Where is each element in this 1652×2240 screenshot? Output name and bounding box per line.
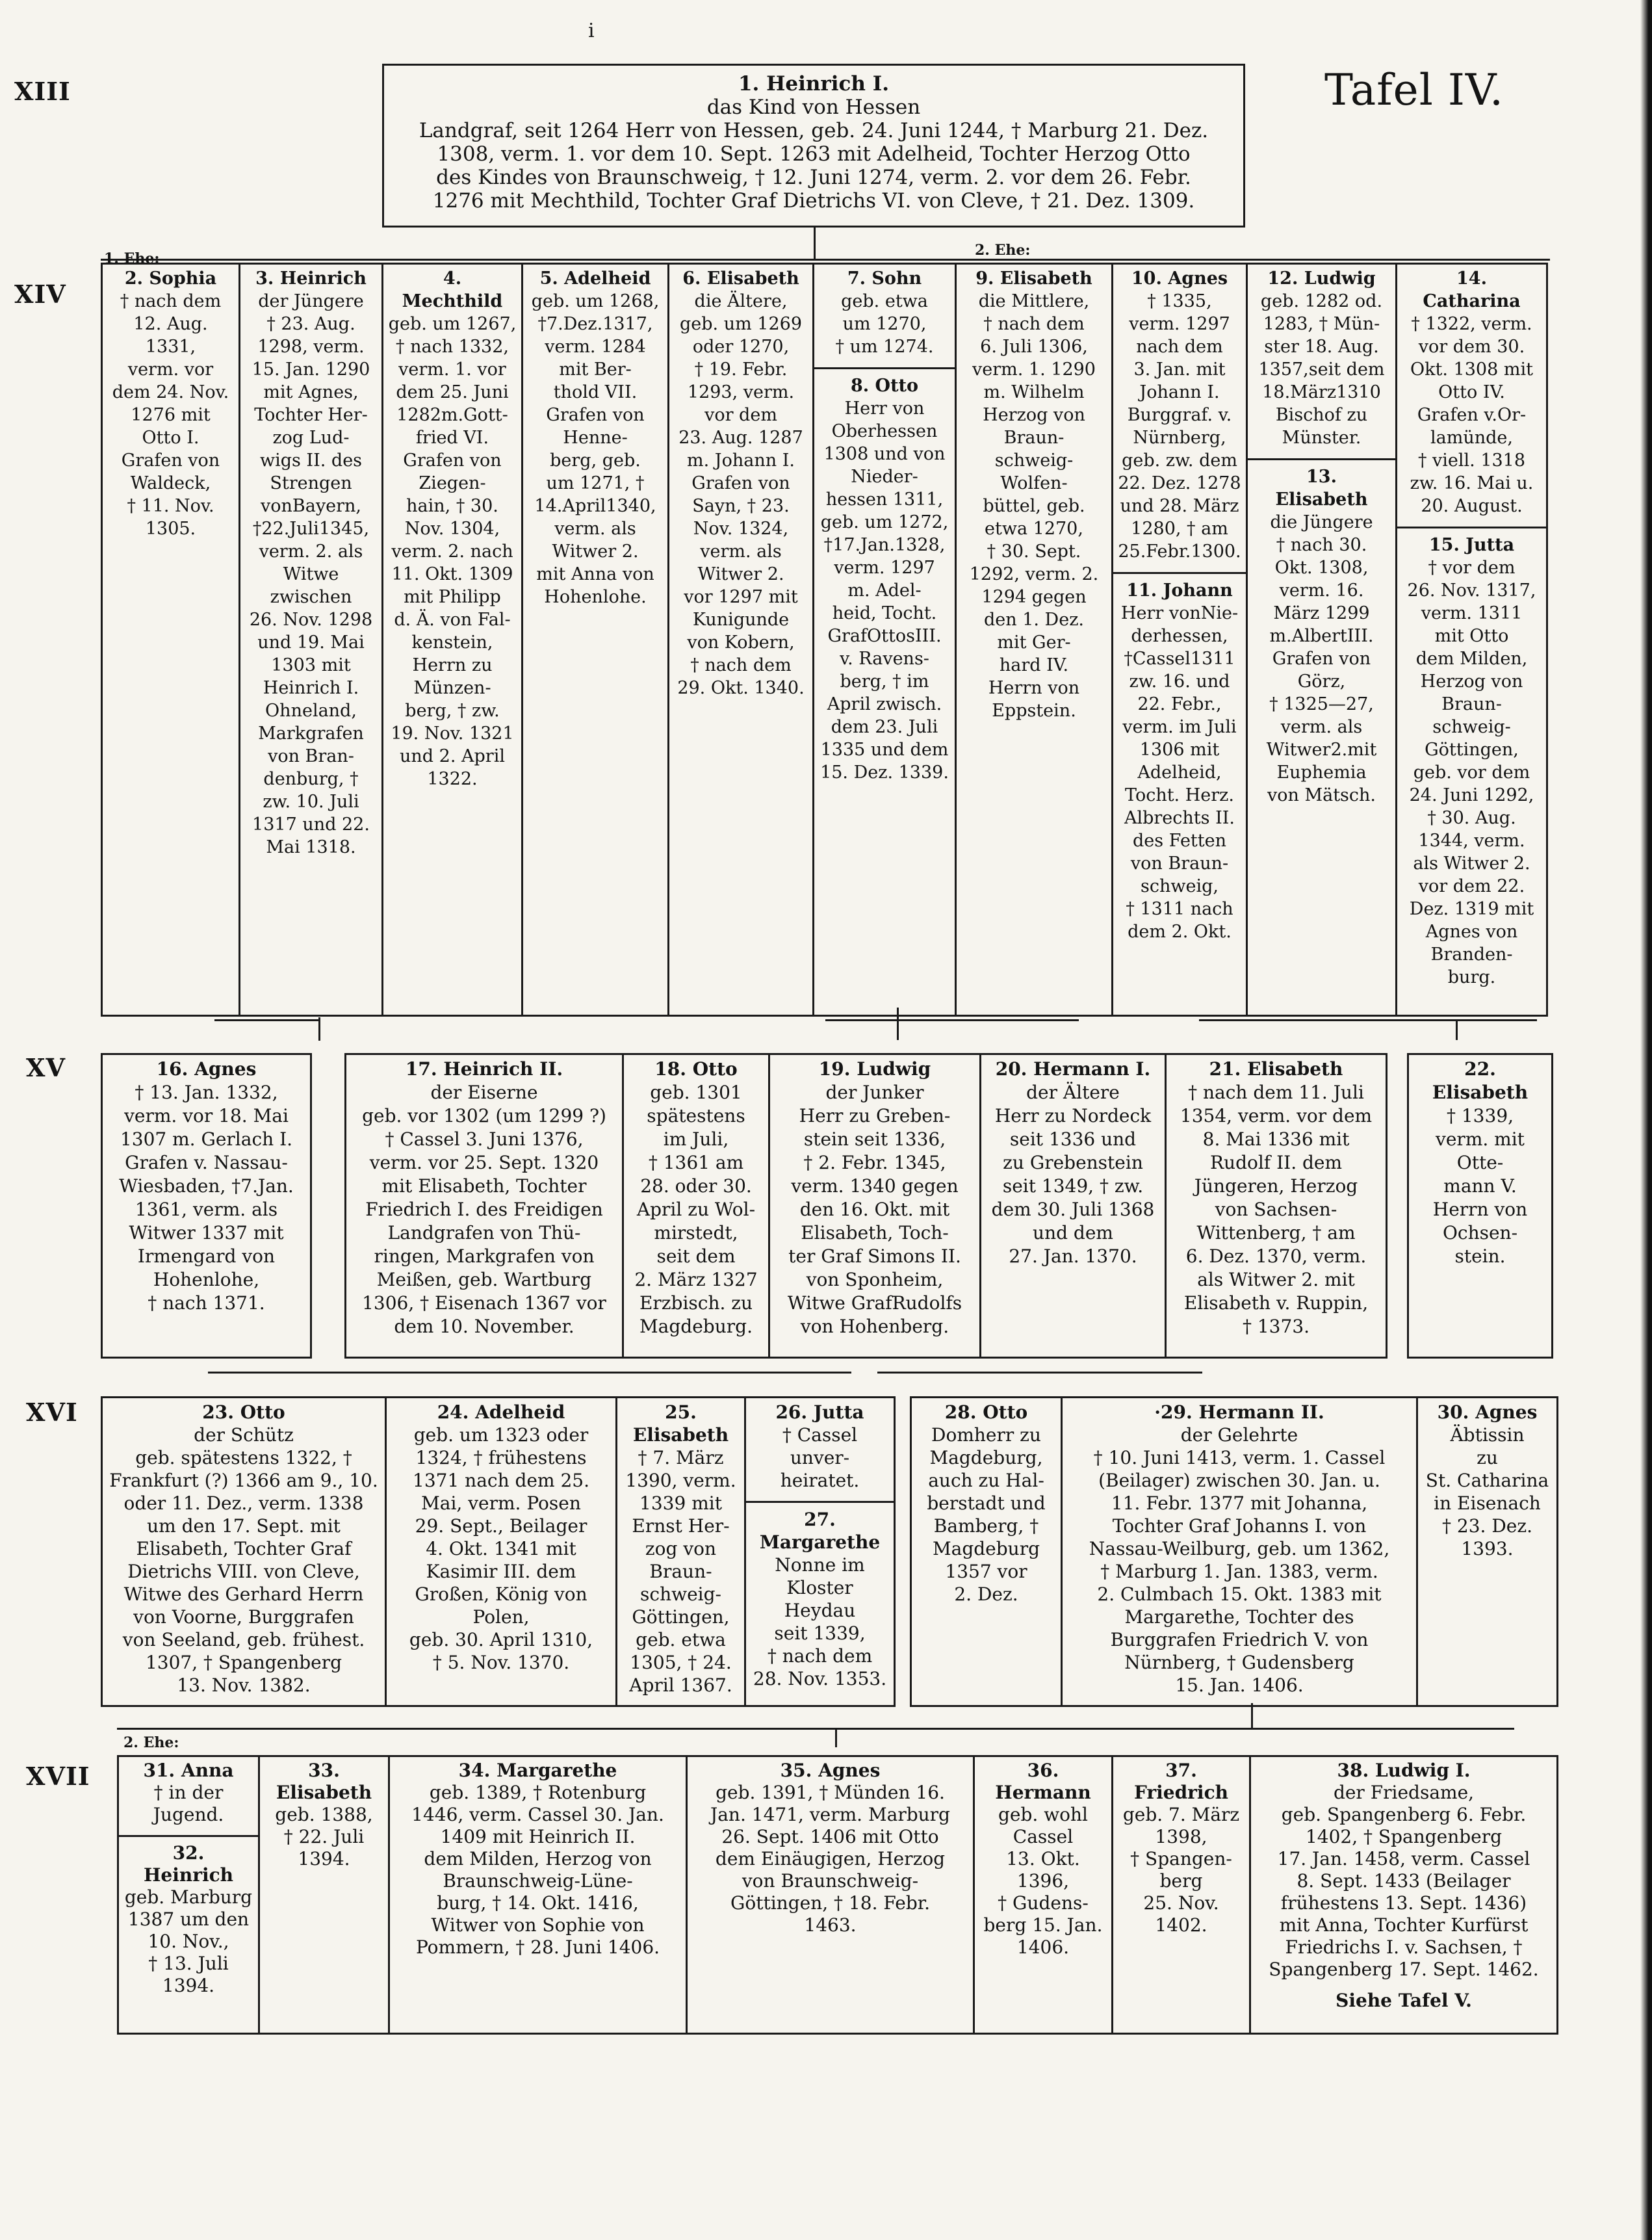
person-details: geb. 1388, † 22. Juli 1394. — [275, 1804, 373, 1869]
person-details: † 13. Jan. 1332, verm. vor 18. Mai 1307 m. Gerlach I. Grafen v. Nassau- Wiesbaden, †7.Jan. 1361, verm. als Witwer 1337 mit Irmengard von Hohenlohe, † nach 1371. — [119, 1082, 294, 1314]
person-details: † nach dem 11. Juli 1354, verm. vor dem 8. Mai 1336 mit Rudolf II. dem Jüngeren, Herzog von Sachsen- Wittenberg, † am 6. Dez. 1370, verm. als Witwer 2. mit Elisabeth v. Ruppin, † 1373. — [1180, 1082, 1373, 1337]
person-entry — [1066, 1401, 1412, 1697]
person-entry — [107, 1058, 306, 1315]
person-entry — [264, 1760, 384, 1870]
person-name: 25. Elisabeth — [632, 1401, 729, 1446]
person-entry — [107, 1401, 381, 1697]
person-entry — [916, 1401, 1057, 1606]
person-entry — [774, 1058, 975, 1338]
plate-title: Tafel IV. — [1324, 65, 1504, 115]
person-details: Herr von Oberhessen 1308 und von Nieder- hessen 1311, geb. um 1272, †17.Jan.1328, verm. 1297 m. Adel- heid, Tocht. GrafOttosIII. v. Ravens- berg, † im April zwisch. dem 23. Juli 1335 und dem 15. Dez. 1339. — [820, 398, 949, 783]
page-edge-shadow — [1640, 0, 1652, 2240]
person-entry — [814, 367, 955, 784]
generation-xiii: XIII — [14, 77, 71, 106]
gen16-box-3 — [617, 1396, 746, 1707]
person-details: Äbtissin zu St. Catharina in Eisenach † 23. Dez. 1393. — [1425, 1424, 1549, 1559]
person-name: 24. Adelheid — [437, 1401, 565, 1423]
person-name: 30. Agnes — [1437, 1401, 1538, 1423]
person-name: 7. Sohn — [847, 268, 922, 289]
gen14-box-7 — [957, 263, 1113, 1017]
person-entry — [1170, 1058, 1382, 1338]
person-details: geb. um 1267, † nach 1332, verm. 1. vor dem 25. Juni 1282m.Gott- fried VI. Grafen von Ziegen- hain, † 30. Nov. 1304, verm. 2. nach 11. Okt. 1309 mit Philipp d. Ä. von Fal- kenstein, Herrn zu Münzen- berg, † zw. 19. Nov. 1321 und 2. April 1322. — [388, 314, 517, 789]
gen14-box-1 — [101, 263, 240, 1017]
person-name: 20. Hermann I. — [995, 1058, 1151, 1080]
connector-xvi-xvii-mid — [835, 1728, 837, 1747]
person-name: 13. Elisabeth — [1275, 467, 1368, 510]
connector-xvi-xvii-v — [1251, 1703, 1253, 1729]
person-details: Herr vonNie- derhessen, †Cassel1311 zw. 16. und 22. Febr., verm. im Juli 1306 mit Adelheid, Tocht. Herz. Albrechts II. des Fetten von Braun- schweig, † 1311 nach dem 2. Okt. — [1120, 603, 1239, 942]
person-entry — [1252, 267, 1391, 449]
person-name: 19. Ludwig — [818, 1058, 931, 1080]
person-name: 38. Ludwig I. — [1337, 1760, 1471, 1781]
person-details: der Jüngere † 23. Aug. 1298, verm. 15. Jan. 1290 mit Agnes, Tochter Her- zog Lud- wigs II. des Strengen vonBayern, †22.Juli1345, verm. 2. als Witwe zwischen 26. Nov. 1298 und 19. Mai 1303 mit Heinrich I. Ohneland, Markgrafen von Bran- denburg, † zw. 10. Juli 1317 und 22. Mai 1318. — [249, 291, 373, 857]
gen14-box-10 — [1397, 263, 1548, 1017]
connector-xvi-xvii-bar — [117, 1728, 1514, 1730]
person-name: 22. Elisabeth — [1432, 1058, 1529, 1103]
person-name: 36. Hermann — [995, 1760, 1091, 1803]
person-entry — [387, 267, 517, 790]
person-details: † Cassel unver- heiratet. — [780, 1424, 860, 1491]
person-name: 31. Anna — [143, 1760, 234, 1781]
person-entry — [750, 1508, 890, 1690]
person-name: 34. Margarethe — [458, 1760, 617, 1781]
gen14-box-5 — [669, 263, 814, 1017]
generation-xv: XV — [26, 1053, 66, 1082]
person-details: die Jüngere † nach 30. Okt. 1308, verm. 16. März 1299 m.AlbertIII. Grafen von Görz, † 1325—27, verm. als Witwer2.mit Euphemia von Mätsch. — [1266, 512, 1377, 805]
connector-gen14-bar — [101, 259, 1550, 261]
gen17-box-5 — [975, 1755, 1113, 2035]
person-entry — [1117, 1760, 1245, 1936]
person-entry — [818, 267, 951, 358]
gen16-box-4 — [746, 1396, 896, 1707]
person-name: 26. Jutta — [775, 1401, 864, 1423]
person-name: 3. Heinrich — [255, 268, 367, 289]
gen14-box-8 — [1113, 263, 1248, 1017]
person-name: 28. Otto — [944, 1401, 1028, 1423]
see-also-note: Siehe Tafel V. — [1336, 1990, 1472, 2011]
person-entry — [1117, 267, 1242, 563]
person-name: 15. Jutta — [1428, 535, 1515, 555]
person-details: geb. 1391, † Münden 16. Jan. 1471, verm. Marburg 26. Sept. 1406 mit Otto dem Einäugigen, Herzog von Braunschweig- Göttingen, † 18. Febr. 1463. — [710, 1782, 950, 1936]
person-entry — [985, 1058, 1161, 1268]
person-details: der Junker Herr zu Greben- stein seit 1336, † 2. Febr. 1345, verm. 1340 gegen den 16. Okt. mit Elisabeth, Toch- ter Graf Simons II. von Sponheim, Witwe GrafRudolfs von Hohenberg. — [787, 1082, 962, 1337]
person-details: geb. etwa um 1270, † um 1274. — [835, 291, 934, 357]
connector-xv-xvi-1 — [208, 1372, 851, 1374]
person-entry — [1397, 527, 1546, 989]
person-details: † 1339, verm. mit Otte- mann V. Herrn von Ochsen- stein. — [1432, 1105, 1528, 1267]
person-details: geb. um 1268, †7.Dez.1317, verm. 1284 mit Ber- thold VII. Grafen von Henne- berg, geb. um 1271, † 14.April1340, verm. als Witwer 2. mit Anna von Hohenlohe. — [531, 291, 660, 607]
gen16-box-5 — [910, 1396, 1063, 1707]
gen15-box-5 — [981, 1053, 1167, 1359]
person-entry — [394, 1760, 682, 1959]
person-name: 2. Sophia — [124, 268, 217, 289]
person-details: geb. um 1323 oder 1324, † frühestens 1371 nach dem 25. Mai, verm. Posen 29. Sept., Beilager 4. Okt. 1341 mit Kasimir III. dem Großen, König von Polen, geb. 30. April 1310, † 5. Nov. 1370. — [409, 1424, 593, 1673]
gen14-box-3 — [383, 263, 523, 1017]
gen14-box-6 — [814, 263, 957, 1017]
gen17-box-7 — [1251, 1755, 1558, 2035]
gen14-box-4 — [523, 263, 669, 1017]
gen16-box-2 — [387, 1396, 617, 1707]
connector-xiv-xv-3 — [1199, 1019, 1537, 1021]
person-name: 8. Otto — [850, 376, 919, 396]
top-mark: i — [588, 20, 595, 42]
person-details: der Friedsame, geb. Spangenberg 6. Febr. 1402, † Spangenberg 17. Jan. 1458, verm. Cassel 8. Sept. 1433 (Beilager frühestens 13. Sept. 1436) mit Anna, Tochter Kurfürst Friedrichs I. v. Sachsen, † Spangenberg 17. Sept. 1462. — [1269, 1782, 1539, 1980]
person-name: 6. Elisabeth — [682, 268, 799, 289]
person-name: 10. Agnes — [1131, 268, 1228, 289]
gen14-box-9 — [1248, 263, 1397, 1017]
person-details: † nach dem 12. Aug. 1331, verm. vor dem 24. Nov. 1276 mit Otto I. Grafen von Waldeck, † 11. Nov. 1305. — [112, 291, 229, 539]
person-details: geb. 1301 spätestens im Juli, † 1361 am 28. oder 30. April zu Wol- mirstedt, seit dem 2. März 1327 Erzbisch. zu Magdeburg. — [634, 1082, 758, 1337]
person-details: der Eiserne geb. vor 1302 (um 1299 ?) † Cassel 3. Juni 1376, verm. vor 25. Sept. 1320 mit Elisabeth, Tochter Friedrich I. des Freidigen Landgrafen von Thü- ringen, Markgrafen von Meißen, geb. Wartburg 1306, † Eisenach 1367 vor dem 10. November. — [362, 1082, 606, 1337]
gen17-box-1 — [117, 1755, 260, 2035]
person-entry — [1401, 267, 1542, 517]
person-details: der Gelehrte † 10. Juni 1413, verm. 1. Cassel (Beilager) zwischen 30. Jan. u. 11. Febr. 1377 mit Johanna, Tochter Graf Johanns I. von Nassau-Weilburg, geb. um 1362, † Marburg 1. Jan. 1383, verm. 2. Culmbach 15. Okt. 1383 mit Margarethe, Tochter des Burggrafen Friedrich V. von Nürnberg, † Gudensberg 15. Jan. 1406. — [1089, 1424, 1390, 1696]
person-entry — [1422, 1401, 1553, 1560]
person-entry — [123, 1760, 254, 1826]
connector-root-down — [814, 228, 816, 260]
gen15-box-4 — [770, 1053, 981, 1359]
person-entry — [350, 1058, 618, 1338]
ehe-first-label: 1. Ehe: — [104, 250, 160, 267]
gen17-box-4 — [688, 1755, 975, 2035]
person-details: der Ältere Herr zu Nordeck seit 1336 und zu Grebenstein seit 1349, † zw. dem 30. Juli 1368 und dem 27. Jan. 1370. — [991, 1082, 1155, 1267]
person-name: 12. Ludwig — [1267, 268, 1376, 289]
person-details: † 1322, verm. vor dem 30. Okt. 1308 mit Otto IV. Grafen v.Or- lamünde, † viell. 1318 zw. 16. Mai u. 20. August. — [1410, 314, 1534, 516]
person-entry — [628, 1058, 764, 1338]
person-details: geb. 1389, † Rotenburg 1446, verm. Cassel 30. Jan. 1409 mit Heinrich II. dem Milden, Herzog von Braunschweig-Lüne- burg, † 14. Okt. 1416, Witwer von Sophie von Pommern, † 28. Juni 1406. — [411, 1782, 664, 1958]
person-details: geb. 1282 od. 1283, † Mün- ster 18. Aug. 1357,seit dem 18.März1310 Bischof zu Münster. — [1258, 291, 1385, 448]
gen15-box-7 — [1407, 1053, 1553, 1359]
person-entry — [391, 1401, 612, 1674]
gen17-box-6 — [1113, 1755, 1251, 2035]
person-entry — [107, 267, 235, 540]
connector-xiv-xv-2v — [897, 1008, 899, 1040]
person-entry — [244, 267, 378, 859]
connector-xv-xvi-2 — [877, 1372, 1202, 1374]
person-entry — [979, 1760, 1107, 1959]
generation-xvi: XVI — [26, 1398, 78, 1427]
person-entry — [961, 267, 1107, 722]
person-name: 11. Johann — [1126, 580, 1233, 601]
person-name: 27. Margarethe — [759, 1509, 881, 1553]
root-body: das Kind von Hessen Landgraf, seit 1264 Herr von Hessen, geb. 24. Juni 1244, † Marburg 21. Dez. 1308, verm. 1. vor dem 10. Sept. 1263 mit Adelheid, Tochter Herzog Otto des Kindes von Braunschweig, † 12. Juni 1274, verm. 2. vor dem 26. Febr. 1276 mit Mechthild, Tochter Graf Dietrichs VI. von Cleve, † 21. Dez. 1309. — [419, 96, 1209, 213]
person-entry — [123, 1842, 254, 1997]
person-details: geb. Marburg 1387 um den 10. Nov., † 13. Juli 1394. — [124, 1886, 253, 1996]
gen16-box-6 — [1063, 1396, 1418, 1707]
person-name: 23. Otto — [202, 1401, 285, 1423]
person-name: 16. Agnes — [156, 1058, 257, 1080]
person-name: 33. Elisabeth — [276, 1760, 372, 1803]
person-details: † vor dem 26. Nov. 1317, verm. 1311 mit Otto dem Milden, Herzog von Braun- schweig- Göttingen, geb. vor dem 24. Juni 1292, † 30. Aug. 1344, verm. als Witwer 2. vor dem 22. Dez. 1319 mit Agnes von Branden- burg. — [1407, 558, 1536, 987]
person-entry — [1113, 572, 1246, 943]
gen15-box-1 — [101, 1053, 312, 1359]
generation-xvii: XVII — [26, 1762, 90, 1791]
person-details: die Mittlere, † nach dem 6. Juli 1306, verm. 1. 1290 m. Wilhelm Herzog von Braun- schweig- Wolfen- büttel, geb. etwa 1270, † 30. Sept. 1292, verm. 2. 1294 gegen den 1. Dez. mit Ger- hard IV. Herrn von Eppstein. — [969, 291, 1099, 721]
gen15-box-2 — [344, 1053, 624, 1359]
person-entry — [750, 1401, 890, 1492]
person-details: Nonne im Kloster Heydau seit 1339, † nach dem 28. Nov. 1353. — [753, 1554, 887, 1689]
person-name: 17. Heinrich II. — [405, 1058, 563, 1080]
person-name: 32. Heinrich — [143, 1842, 234, 1886]
person-details: die Ältere, geb. um 1269 oder 1270, † 19. Febr. 1293, verm. vor dem 23. Aug. 1287 m. Johann I. Grafen von Sayn, † 23. Nov. 1324, verm. als Witwer 2. vor 1297 mit Kunigunde von Kobern, † nach dem 29. Okt. 1340. — [677, 291, 805, 698]
gen17-box-3 — [390, 1755, 688, 2035]
person-details: Domherr zu Magdeburg, auch zu Hal- berstadt und Bamberg, † Magdeburg 1357 vor 2. Dez. — [927, 1424, 1046, 1605]
gen16-box-1 — [101, 1396, 387, 1707]
person-details: † 1335, verm. 1297 nach dem 3. Jan. mit Johann I. Burggraf. v. Nürnberg, geb. zw. dem 22. Dez. 1278 und 28. März 1280, † am 25.Febr.1300. — [1118, 291, 1241, 562]
person-entry — [673, 267, 808, 699]
connector-xiv-xv-3v — [1456, 1019, 1458, 1040]
person-entry — [621, 1401, 740, 1697]
person-name: ·29. Hermann II. — [1154, 1401, 1324, 1423]
person-name: 21. Elisabeth — [1209, 1058, 1343, 1080]
person-name: 18. Otto — [654, 1058, 738, 1080]
person-entry — [1248, 458, 1395, 807]
gen17-box-2 — [260, 1755, 390, 2035]
connector-xiv-xv-1v — [318, 1017, 320, 1041]
connector-xiv-xv-1 — [214, 1019, 318, 1021]
person-name: 35. Agnes — [780, 1760, 881, 1781]
person-name: 4. Mechthild — [402, 268, 503, 311]
person-entry — [1413, 1058, 1547, 1268]
connector-xiv-xv-2 — [825, 1019, 1079, 1021]
person-name: 37. Friedrich — [1134, 1760, 1228, 1803]
person-entry — [527, 267, 664, 608]
entry-separator — [119, 1835, 258, 1837]
root-name: 1. Heinrich I. — [738, 72, 890, 96]
ehe-second-label: 2. Ehe: — [975, 242, 1031, 259]
person-name: 9. Elisabeth — [975, 268, 1092, 289]
person-details: † 7. März 1390, verm. 1339 mit Ernst Her- zog von Braun- schweig- Göttingen, geb. etwa 1305, † 24. April 1367. — [625, 1447, 736, 1696]
person-details: † in der Jugend. — [153, 1782, 224, 1825]
person-name: 5. Adelheid — [539, 268, 651, 289]
gen16-box-7 — [1418, 1396, 1558, 1707]
gen14-box-2 — [240, 263, 383, 1017]
person-details: der Schütz geb. spätestens 1322, † Frankfurt (?) 1366 am 9., 10. oder 11. Dez., verm. 1338 um den 17. Sept. mit Elisabeth, Tochter Graf Dietrichs VIII. von Cleve, Witwe des Gerhard Herrn von Voorne, Burggrafen von Seeland, geb. frühest. 1307, † Spangenberg 13. Nov. 1382. — [109, 1424, 378, 1696]
person-name: 14. Catharina — [1423, 268, 1521, 311]
root-box — [382, 64, 1245, 228]
person-entry — [1255, 1760, 1553, 1981]
generation-xiv: XIV — [14, 280, 66, 309]
person-details: geb. 7. März 1398, † Spangen- berg 25. Nov. 1402. — [1122, 1804, 1240, 1936]
gen15-box-3 — [624, 1053, 770, 1359]
gen15-box-6 — [1167, 1053, 1387, 1359]
person-entry — [691, 1760, 969, 1936]
ehe-gen17-label: 2. Ehe: — [123, 1734, 179, 1751]
person-details: geb. wohl Cassel 13. Okt. 1396, † Gudens- berg 15. Jan. 1406. — [983, 1804, 1103, 1958]
entry-separator — [746, 1501, 894, 1503]
